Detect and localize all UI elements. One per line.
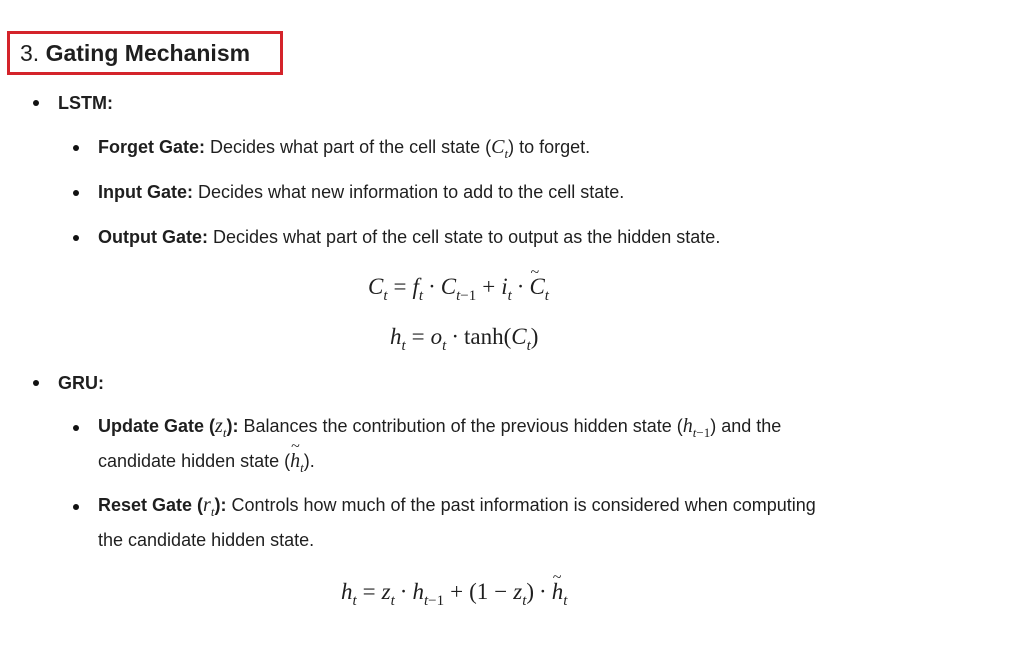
output-gate-name: Output Gate: — [98, 227, 208, 247]
lstm-label: LSTM: — [58, 93, 113, 113]
bullet-update-gate — [73, 425, 79, 431]
output-gate-item: Output Gate: Decides what part of the cell state to output as the hidden state. — [98, 227, 721, 247]
reset-gate-item-line2: the candidate hidden state. — [98, 530, 315, 550]
input-gate-name: Input Gate: — [98, 182, 193, 202]
forget-gate-name: Forget Gate: — [98, 137, 206, 157]
bullet-reset-gate — [73, 504, 79, 510]
gru-hidden-equation: $h_t = z_t \cdot h_{t-1} + (1 - z_t)$ ·~ $h_t$ — [341, 577, 567, 616]
update-gate-item-line2: candidate hidden state (~ $h_t$). — [98, 449, 315, 480]
forget-gate-item: Forget Gate: Decides what part of the cell state $(C_t)$ to forget. — [98, 136, 591, 161]
reset-gate-item: Reset Gate $(r_t)$: Controls how much of the past information is considered when computing — [98, 494, 816, 519]
bullet-forget-gate — [73, 145, 79, 151]
section-title: Gating Mechanism — [45, 40, 251, 66]
reset-gate-name: Reset Gate $(r_t)$: — [98, 494, 227, 519]
bullet-output-gate — [73, 235, 79, 241]
lstm-cell-equation: $C_t = f_t \cdot C_{t-1} + i_t$ ·~ $C_t$ — [368, 272, 549, 311]
bullet-gru — [33, 380, 39, 386]
update-gate-item: Update Gate $(z_t)$: Balances the contribution of the previous hidden state $(h_{t-1})$ and the — [98, 415, 782, 440]
bullet-input-gate — [73, 190, 79, 196]
bullet-lstm — [33, 100, 39, 106]
gru-label: GRU: — [58, 373, 104, 393]
update-gate-name: Update Gate $(z_t)$: — [98, 415, 239, 440]
lstm-hidden-equation: $h_t = o_t \cdot \tanh(C_t)$ — [390, 324, 539, 354]
section-number: 3. — [20, 40, 40, 66]
section-heading — [20, 38, 250, 68]
input-gate-item: Input Gate: Decides what new information to add to the cell state. — [98, 182, 625, 202]
